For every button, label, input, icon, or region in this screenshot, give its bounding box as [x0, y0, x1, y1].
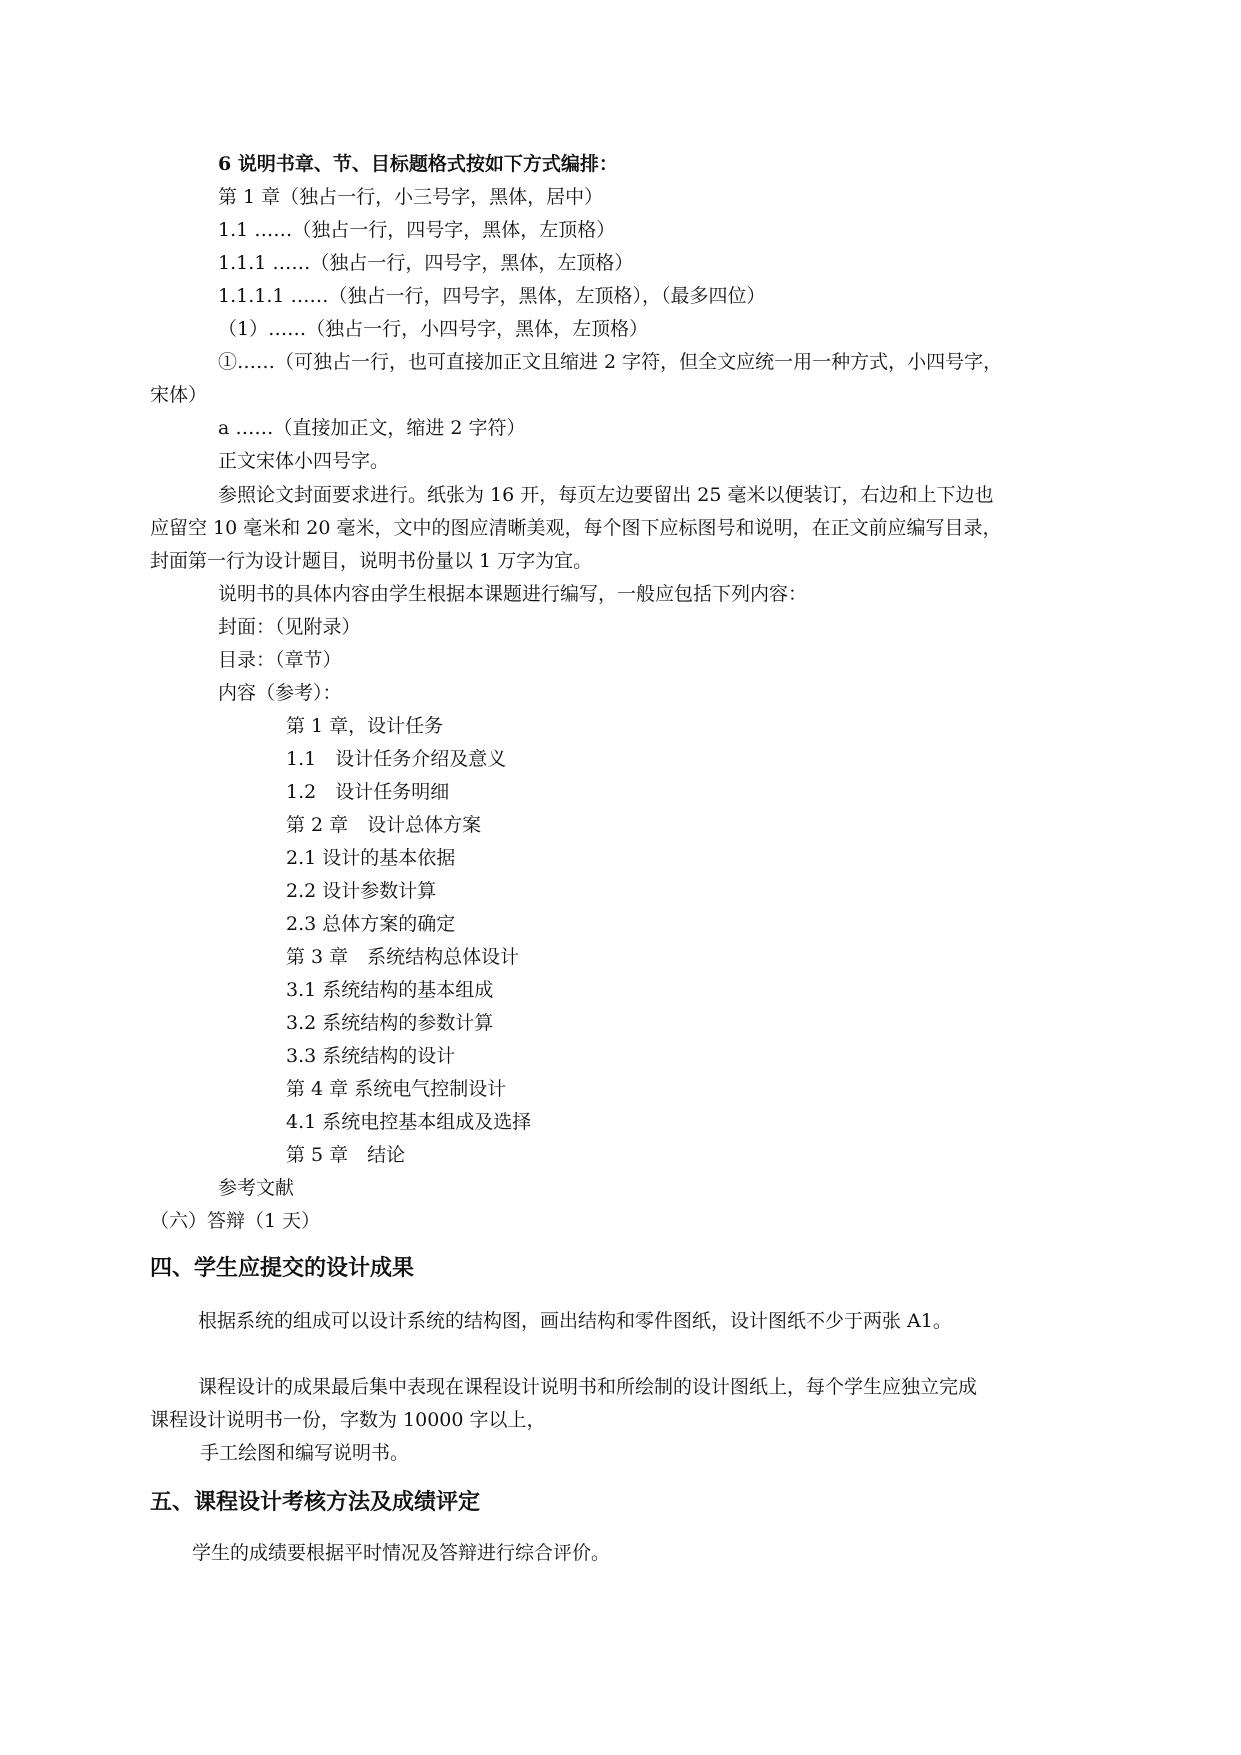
outline-item: 第 1 章，设计任务 [286, 715, 444, 737]
outline-item: 3.1 系统结构的基本组成 [286, 979, 494, 1001]
section-4-heading: 四、学生应提交的设计成果 [150, 1256, 415, 1281]
format-line: （1）……（独占一行，小四号字，黑体，左顶格） [218, 318, 649, 340]
format-line: 第 1 章（独占一行，小三号字，黑体，居中） [218, 186, 604, 208]
outline-item: 第 3 章 系统结构总体设计 [286, 946, 520, 968]
section-4-paragraph: 课程设计说明书一份，字数为 10000 字以上， [150, 1409, 546, 1431]
section-5-heading: 五、课程设计考核方法及成绩评定 [150, 1490, 481, 1515]
outline-item: 1.1 设计任务介绍及意义 [286, 748, 507, 770]
outline-item: 3.3 系统结构的设计 [286, 1045, 456, 1067]
outline-item: 第 2 章 设计总体方案 [286, 814, 482, 836]
outline-item: 2.3 总体方案的确定 [286, 913, 456, 935]
section-4-paragraph: 手工绘图和编写说明书。 [200, 1442, 410, 1464]
format-line: 1.1 ……（独占一行，四号字，黑体，左顶格） [218, 219, 616, 241]
format-line: 正文宋体小四号字。 [218, 450, 390, 472]
defense-line: （六）答辩（1 天） [150, 1210, 321, 1232]
format-line: 1.1.1.1 ……（独占一行，四号字，黑体，左顶格），（最多四位） [218, 285, 766, 307]
outline-item: 1.2 设计任务明细 [286, 781, 450, 803]
format-line: 1.1.1 ……（独占一行，四号字，黑体，左顶格） [218, 252, 634, 274]
references-line: 参考文献 [218, 1177, 295, 1199]
paper-paragraph-line: 应留空 10 毫米和 20 毫米，文中的图应清晰美观，每个图下应标图号和说明，在正文前应编写目录， [150, 517, 1002, 539]
outline-item: 第 5 章 结论 [286, 1144, 406, 1166]
outline-item: 2.2 设计参数计算 [286, 880, 437, 902]
toc-line: 目录：（章节） [218, 649, 342, 671]
format-line: 宋体） [150, 384, 208, 406]
cover-line: 封面：（见附录） [218, 616, 361, 638]
section-4-paragraph: 课程设计的成果最后集中表现在课程设计说明书和所绘制的设计图纸上，每个学生应独立完成 [198, 1376, 978, 1398]
outline-item: 4.1 系统电控基本组成及选择 [286, 1111, 532, 1133]
section-4-paragraph: 根据系统的组成可以设计系统的结构图，画出结构和零件图纸，设计图纸不少于两张 A1。 [198, 1310, 952, 1332]
outline-item: 第 4 章 系统电气控制设计 [286, 1078, 507, 1100]
paper-paragraph-line: 参照论文封面要求进行。纸张为 16 开，每页左边要留出 25 毫米以便装订，右边和上下边也 [218, 484, 994, 506]
section-5-paragraph: 学生的成绩要根据平时情况及答辩进行综合评价。 [192, 1542, 611, 1564]
format-line: ①……（可独占一行，也可直接加正文且缩进 2 字符，但全文应统一用一种方式，小四号字， [218, 351, 1003, 373]
format-title: 6 说明书章、节、目标题格式按如下方式编排： [218, 153, 618, 175]
contents-intro: 说明书的具体内容由学生根据本课题进行编写，一般应包括下列内容： [218, 583, 808, 605]
paper-paragraph-line: 封面第一行为设计题目，说明书份量以 1 万字为宜。 [150, 550, 593, 572]
outline-item: 2.1 设计的基本依据 [286, 847, 456, 869]
format-line: a ……（直接加正文，缩进 2 字符） [218, 417, 526, 439]
outline-item: 3.2 系统结构的参数计算 [286, 1012, 494, 1034]
content-label: 内容（参考）： [218, 682, 342, 704]
